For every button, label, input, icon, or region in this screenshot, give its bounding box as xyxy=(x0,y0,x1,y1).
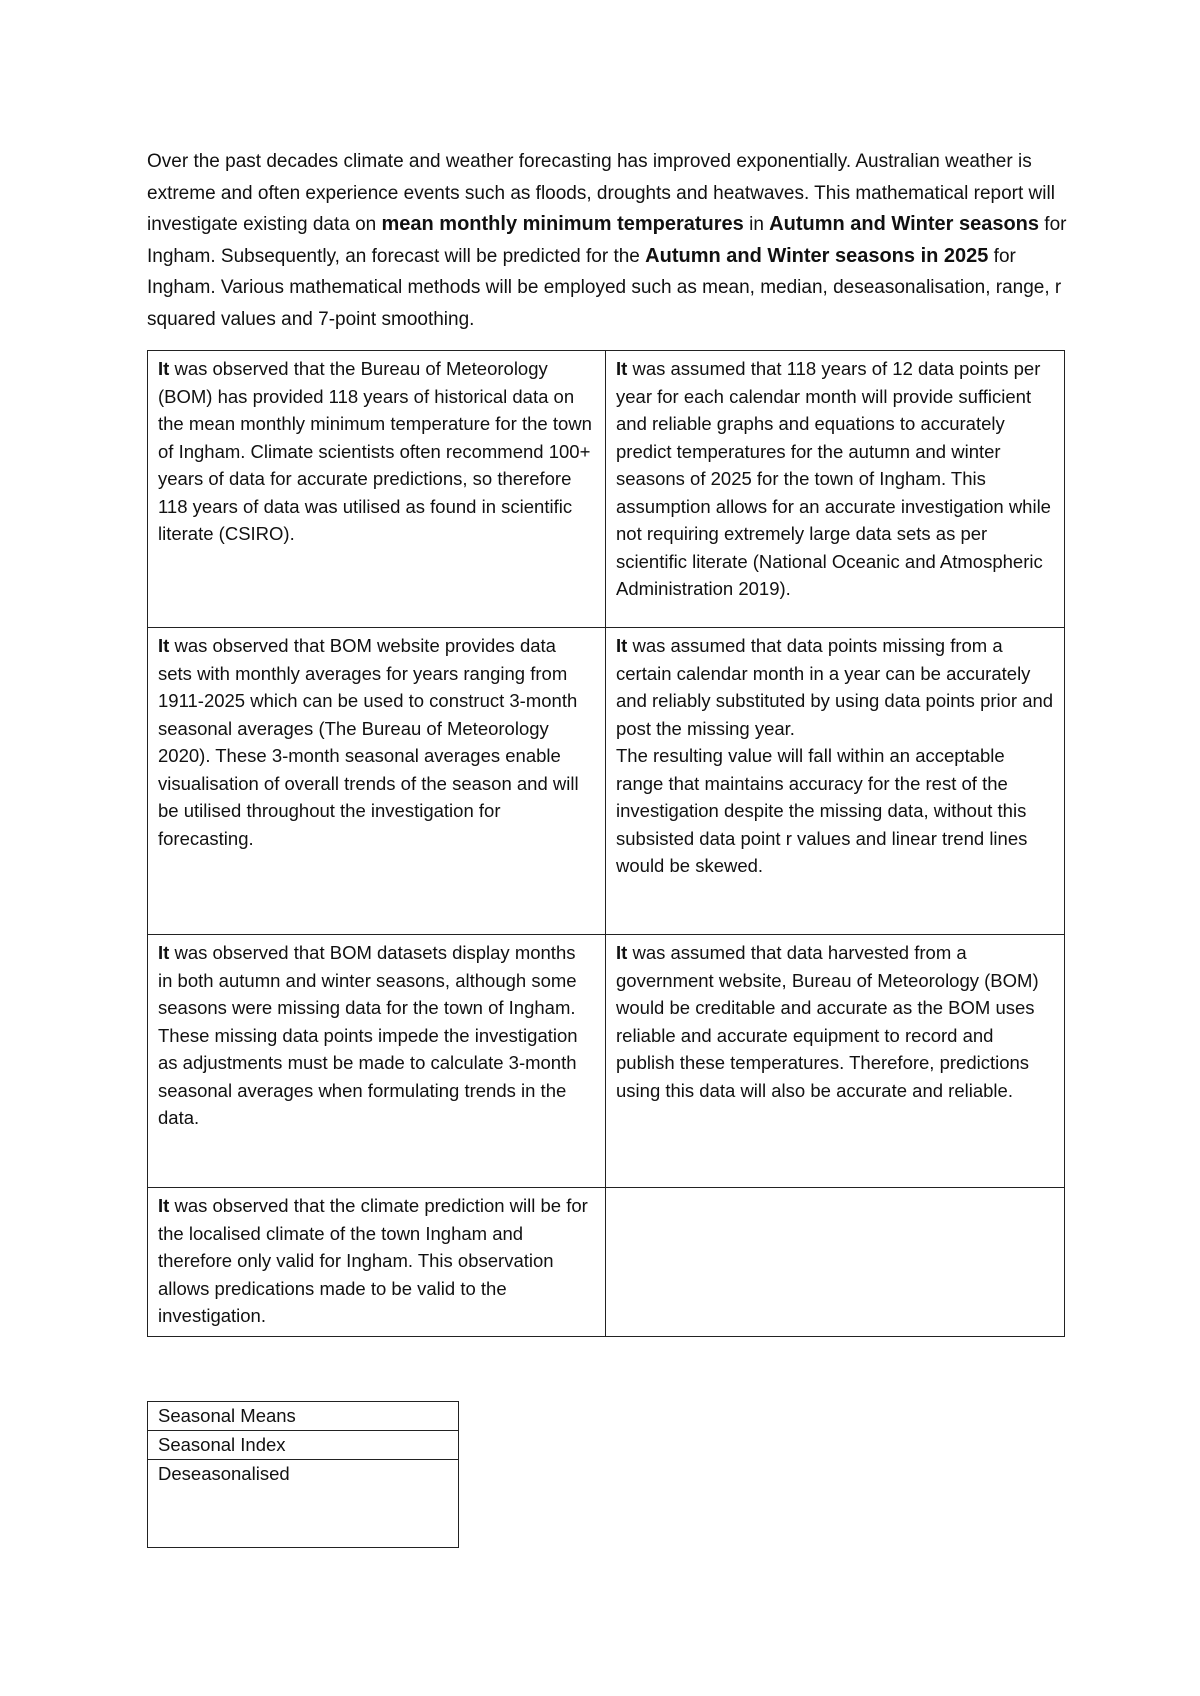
assumption-lead: It xyxy=(616,358,628,379)
seasonal-index-cell: Seasonal Index xyxy=(148,1431,459,1460)
assumption-cell xyxy=(606,935,1065,1188)
intro-text-4: for Ingham. Various mathematical methods will be employed such as mean, median, deseasonalisation, range, r squared values and 7-point smoothing. xyxy=(147,245,1062,330)
table-row xyxy=(148,1460,459,1548)
intro-text-1: Over the past decades climate and weather forecasting has improved exponentially. Australian weather is extreme and often experience events such as floods, droughts and heatwaves. This mathematical report will investigate existing data on xyxy=(147,151,1055,235)
assumption-text: was assumed that 118 years of 12 data points per year for each calendar month will provide sufficient and reliable graphs and equations to accurately predict temperatures for the autumn and winter seasons of 2025 for the town of Ingham. This assumption allows for an accurate investigation while not requiring extremely large data sets as per scientific literate (National Oceanic and Atmospheric Administration 2019). xyxy=(616,358,1051,599)
assumption-cell xyxy=(606,351,1065,628)
table-row xyxy=(148,1431,459,1460)
intro-bold-3: Autumn and Winter seasons in 2025 xyxy=(645,244,989,267)
intro-bold-2: Autumn and Winter seasons xyxy=(769,213,1040,235)
observation-cell xyxy=(148,628,606,935)
observation-lead: It xyxy=(158,635,170,656)
observations-assumptions-table xyxy=(147,350,1065,1337)
observation-cell xyxy=(148,935,606,1188)
intro-bold-1: mean monthly minimum temperatures xyxy=(381,213,744,235)
table-row xyxy=(148,935,1065,1188)
deseasonalised-cell: Deseasonalised xyxy=(148,1460,459,1548)
observation-text: was observed that the climate prediction will be for the localised climate of the town Ingham and therefore only valid for Ingham. This observation allows predications made to be valid to the investigation. xyxy=(158,1195,588,1326)
intro-paragraph xyxy=(147,146,1067,335)
table-row xyxy=(148,351,1065,628)
intro-text-2: in xyxy=(743,214,770,235)
assumption-text: was assumed that data harvested from a government website, Bureau of Meteorology (BOM) would be creditable and accurate as the BOM uses reliable and accurate equipment to record and publish these temperatures. Therefore, predictions using this data will also be accurate and reliable. xyxy=(616,942,1039,1101)
assumption-lead: It xyxy=(616,942,628,963)
seasonal-table xyxy=(147,1401,459,1548)
assumption-text: was assumed that data points missing from a certain calendar month in a year can be accurately and reliably substituted by using data points prior and post the missing year. xyxy=(616,635,1054,739)
seasonal-means-cell: Seasonal Means xyxy=(148,1402,459,1431)
observation-lead: It xyxy=(158,942,170,963)
assumption-cell xyxy=(606,628,1065,935)
observation-lead: It xyxy=(158,1195,170,1216)
observation-text: was observed that the Bureau of Meteorology (BOM) has provided 118 years of historical data on the mean monthly minimum temperature for the town of Ingham. Climate scientists often recommend 100+ years of data for accurate predictions, so therefore 118 years of data was utilised as found in scientific literate (CSIRO). xyxy=(158,358,592,544)
assumption-lead: It xyxy=(616,635,628,656)
observation-text: was observed that BOM datasets display months in both autumn and winter seasons, although some seasons were missing data for the town of Ingham. These missing data points impede the investigation as adjustments must be made to calculate 3-month seasonal averages when formulating trends in the data. xyxy=(158,942,578,1128)
table-row xyxy=(148,628,1065,935)
intro-text-3: for Ingham. Subsequently, an forecast will be predicted for the xyxy=(147,214,1067,267)
table-row xyxy=(148,1402,459,1431)
assumption-cell-empty xyxy=(606,1188,1065,1337)
observation-lead: It xyxy=(158,358,170,379)
observation-text: was observed that BOM website provides data sets with monthly averages for years ranging from 1911-2025 which can be used to construct 3-month seasonal averages (The Bureau of Meteorology 2020). These 3-month seasonal averages enable visualisation of overall trends of the season and will be utilised throughout the investigation for forecasting. xyxy=(158,635,579,849)
table-row xyxy=(148,1188,1065,1337)
observation-cell xyxy=(148,351,606,628)
observation-cell xyxy=(148,1188,606,1337)
assumption-text-continued: The resulting value will fall within an acceptable range that maintains accuracy for the rest of the investigation despite the missing data, without this subsisted data point r values and linear trend lines would be skewed. xyxy=(616,745,1028,876)
